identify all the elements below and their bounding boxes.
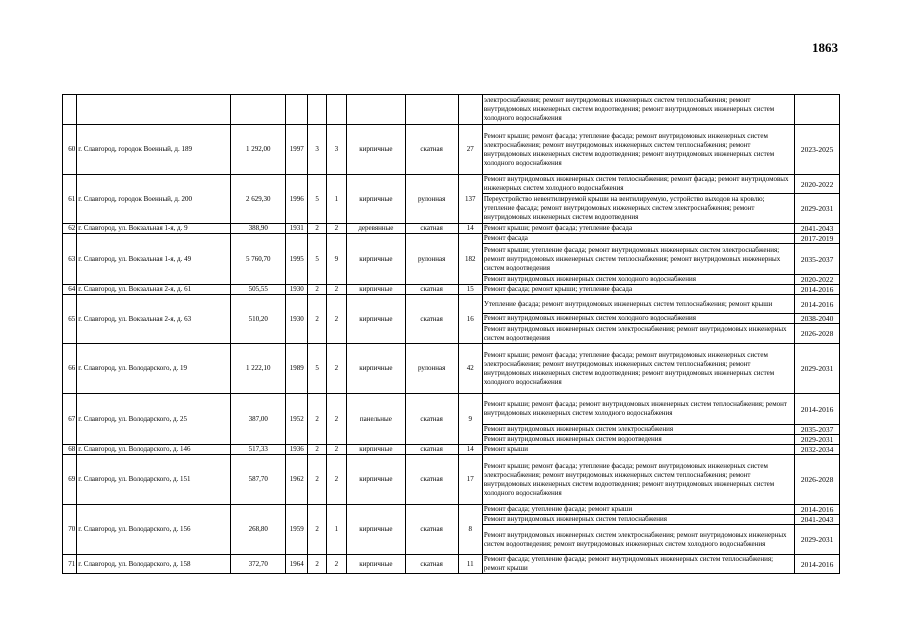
table-row	[63, 125, 840, 175]
work-period: 2029-2031	[795, 435, 840, 445]
work-description: Ремонт крыши; ремонт фасада; утепление фасада	[482, 224, 794, 234]
entrances-cell: 3	[326, 125, 346, 175]
residents-cell: 8	[458, 505, 482, 555]
table-row	[63, 344, 840, 394]
year-cell: 1930	[286, 295, 308, 344]
floors-cell: 5	[308, 175, 326, 224]
residents-cell: 16	[458, 295, 482, 344]
work-description: Ремонт внутридомовых инженерных систем электроснабжения; ремонт внутридомовых инженерных систем водоотведения; ремонт внутридомовых инженерных систем холодного водоснабжения	[482, 525, 794, 555]
entrances-cell: 2	[326, 455, 346, 505]
area-cell: 587,70	[231, 455, 286, 505]
empty-cell	[77, 95, 231, 125]
roof-type-cell: рулонная	[405, 175, 458, 224]
area-cell: 510,20	[231, 295, 286, 344]
work-description: Ремонт внутридомовых инженерных систем холодного водоснабжения	[482, 275, 794, 285]
floors-cell: 2	[308, 455, 326, 505]
address-cell: г. Славгород, ул. Володарского, д. 146	[77, 445, 231, 455]
table-row	[63, 285, 840, 295]
row-number: 63	[63, 234, 77, 285]
work-description: Переустройство невентилируемой крыши на вентилируемую, устройство выходов на кровлю; утепление фасада; ремонт внутридомовых инженерных систем электроснабжения; ремонт внутридомовых инженерных систем водоотведения	[482, 194, 794, 224]
work-period: 2032-2034	[795, 445, 840, 455]
year-cell: 1962	[286, 455, 308, 505]
address-cell: г. Славгород, ул. Вокзальная 1-я, д. 9	[77, 224, 231, 234]
empty-cell	[231, 95, 286, 125]
empty-cell	[405, 95, 458, 125]
address-cell: г. Славгород, ул. Володарского, д. 25	[77, 394, 231, 445]
address-cell: г. Славгород, городок Военный, д. 189	[77, 125, 231, 175]
entrances-cell: 2	[326, 555, 346, 574]
empty-cell	[326, 95, 346, 125]
work-period: 2026-2028	[795, 455, 840, 505]
roof-type-cell: рулонная	[405, 344, 458, 394]
row-number: 62	[63, 224, 77, 234]
empty-cell	[346, 95, 405, 125]
work-period: 2035-2037	[795, 244, 840, 275]
floors-cell: 2	[308, 295, 326, 344]
work-description: электроснабжения; ремонт внутридомовых инженерных систем теплоснабжения; ремонт внутридомовых инженерных систем водоотведения; ремонт внутридомовых инженерных систем холодного водоснабжения	[482, 95, 794, 125]
address-cell: г. Славгород, ул. Вокзальная 1-я, д. 49	[77, 234, 231, 285]
floors-cell: 2	[308, 394, 326, 445]
row-number: 69	[63, 455, 77, 505]
floors-cell: 2	[308, 285, 326, 295]
roof-type-cell: скатная	[405, 125, 458, 175]
address-cell: г. Славгород, ул. Вокзальная 2-я, д. 61	[77, 285, 231, 295]
floors-cell: 2	[308, 555, 326, 574]
floors-cell: 2	[308, 505, 326, 555]
table-row	[63, 175, 840, 194]
year-cell: 1936	[286, 445, 308, 455]
work-description: Ремонт фасада; утепление фасада; ремонт внутридомовых инженерных систем теплоснабжения; ремонт крыши	[482, 555, 794, 574]
row-number: 70	[63, 505, 77, 555]
work-description: Ремонт крыши; ремонт фасада; утепление фасада; ремонт внутридомовых инженерных систем электроснабжения; ремонт внутридомовых инженерных систем теплоснабжения; ремонт внутридомовых инженерных систем водоотведения; ремонт внутридомовых инженерных систем холодного водоснабжения	[482, 344, 794, 394]
floors-cell: 2	[308, 224, 326, 234]
entrances-cell: 2	[326, 445, 346, 455]
work-description: Ремонт внутридомовых инженерных систем водоотведения	[482, 435, 794, 445]
residents-cell: 14	[458, 445, 482, 455]
residents-cell: 14	[458, 224, 482, 234]
work-description: Ремонт внутридомовых инженерных систем электроснабжения	[482, 425, 794, 435]
row-number: 67	[63, 394, 77, 445]
table-row	[63, 555, 840, 574]
row-number: 66	[63, 344, 77, 394]
year-cell: 1931	[286, 224, 308, 234]
residents-cell: 137	[458, 175, 482, 224]
table-row	[63, 234, 840, 244]
repair-program-table	[62, 94, 840, 574]
roof-type-cell: скатная	[405, 505, 458, 555]
entrances-cell: 9	[326, 234, 346, 285]
entrances-cell: 1	[326, 175, 346, 224]
work-period	[795, 95, 840, 125]
residents-cell: 15	[458, 285, 482, 295]
area-cell: 387,00	[231, 394, 286, 445]
roof-type-cell: скатная	[405, 445, 458, 455]
work-period: 2014-2016	[795, 505, 840, 515]
work-description: Ремонт крыши; ремонт фасада; утепление фасада; ремонт внутридомовых инженерных систем электроснабжения; ремонт внутридомовых инженерных систем теплоснабжения; ремонт внутридомовых инженерных систем водоотведения; ремонт внутридомовых инженерных систем холодного водоснабжения	[482, 125, 794, 175]
residents-cell: 9	[458, 394, 482, 445]
table-row	[63, 445, 840, 455]
work-description: Ремонт крыши; ремонт фасада; ремонт внутридомовых инженерных систем теплоснабжения; ремонт внутридомовых инженерных систем холодного водоснабжения	[482, 394, 794, 425]
floors-cell: 5	[308, 234, 326, 285]
empty-cell	[458, 95, 482, 125]
work-description: Ремонт внутридомовых инженерных систем холодного водоснабжения	[482, 314, 794, 324]
floors-cell: 2	[308, 445, 326, 455]
work-description: Утепление фасада; ремонт внутридомовых инженерных систем теплоснабжения; ремонт крыши	[482, 295, 794, 314]
address-cell: г. Славгород, ул. Володарского, д. 19	[77, 344, 231, 394]
address-cell: г. Славгород, городок Военный, д. 200	[77, 175, 231, 224]
entrances-cell: 2	[326, 394, 346, 445]
work-period: 2029-2031	[795, 525, 840, 555]
area-cell: 505,55	[231, 285, 286, 295]
entrances-cell: 2	[326, 344, 346, 394]
wall-material-cell: кирпичные	[346, 285, 405, 295]
row-number: 65	[63, 295, 77, 344]
wall-material-cell: кирпичные	[346, 455, 405, 505]
row-number: 61	[63, 175, 77, 224]
address-cell: г. Славгород, ул. Володарского, д. 158	[77, 555, 231, 574]
work-period: 2014-2016	[795, 394, 840, 425]
year-cell: 1952	[286, 394, 308, 445]
roof-type-cell: скатная	[405, 394, 458, 445]
year-cell: 1959	[286, 505, 308, 555]
address-cell: г. Славгород, ул. Володарского, д. 156	[77, 505, 231, 555]
row-number: 64	[63, 285, 77, 295]
area-cell: 268,80	[231, 505, 286, 555]
roof-type-cell: скатная	[405, 295, 458, 344]
table-row	[63, 455, 840, 505]
row-number: 68	[63, 445, 77, 455]
area-cell: 388,90	[231, 224, 286, 234]
address-cell: г. Славгород, ул. Володарского, д. 151	[77, 455, 231, 505]
entrances-cell: 2	[326, 285, 346, 295]
work-period: 2020-2022	[795, 275, 840, 285]
wall-material-cell: кирпичные	[346, 445, 405, 455]
wall-material-cell: кирпичные	[346, 125, 405, 175]
row-number: 71	[63, 555, 77, 574]
roof-type-cell: скатная	[405, 224, 458, 234]
empty-cell	[63, 95, 77, 125]
empty-cell	[308, 95, 326, 125]
floors-cell: 5	[308, 344, 326, 394]
year-cell: 1989	[286, 344, 308, 394]
roof-type-cell: скатная	[405, 555, 458, 574]
work-period: 2038-2040	[795, 314, 840, 324]
area-cell: 517,33	[231, 445, 286, 455]
area-cell: 1 222,10	[231, 344, 286, 394]
work-period: 2014-2016	[795, 295, 840, 314]
wall-material-cell: кирпичные	[346, 234, 405, 285]
residents-cell: 42	[458, 344, 482, 394]
work-description: Ремонт крыши; утепление фасада; ремонт внутридомовых инженерных систем электроснабжения; ремонт внутридомовых инженерных систем теплоснабжения; ремонт внутридомовых инженерных систем водоотведения	[482, 244, 794, 275]
table-row	[63, 224, 840, 234]
area-cell: 372,70	[231, 555, 286, 574]
residents-cell: 182	[458, 234, 482, 285]
work-period: 2014-2016	[795, 555, 840, 574]
work-period: 2029-2031	[795, 194, 840, 224]
work-period: 2020-2022	[795, 175, 840, 194]
year-cell: 1930	[286, 285, 308, 295]
work-period: 2014-2016	[795, 285, 840, 295]
residents-cell: 11	[458, 555, 482, 574]
work-description: Ремонт крыши; ремонт фасада; утепление фасада; ремонт внутридомовых инженерных систем электроснабжения; ремонт внутридомовых инженерных систем теплоснабжения; ремонт внутридомовых инженерных систем водоотведения; ремонт внутридомовых инженерных систем холодного водоснабжения	[482, 455, 794, 505]
work-description: Ремонт фасада	[482, 234, 794, 244]
table-row	[63, 394, 840, 425]
work-period: 2029-2031	[795, 344, 840, 394]
wall-material-cell: кирпичные	[346, 555, 405, 574]
roof-type-cell: скатная	[405, 285, 458, 295]
work-period: 2041-2043	[795, 515, 840, 525]
entrances-cell: 2	[326, 295, 346, 344]
year-cell: 1996	[286, 175, 308, 224]
table-row	[63, 505, 840, 515]
work-period: 2023-2025	[795, 125, 840, 175]
entrances-cell: 1	[326, 505, 346, 555]
year-cell: 1995	[286, 234, 308, 285]
work-period: 2041-2043	[795, 224, 840, 234]
residents-cell: 27	[458, 125, 482, 175]
year-cell: 1997	[286, 125, 308, 175]
work-description: Ремонт крыши	[482, 445, 794, 455]
table-row	[63, 95, 840, 125]
year-cell: 1964	[286, 555, 308, 574]
floors-cell: 3	[308, 125, 326, 175]
roof-type-cell: скатная	[405, 455, 458, 505]
work-description: Ремонт внутридомовых инженерных систем теплоснабжения; ремонт фасада; ремонт внутридомовых инженерных систем холодного водоснабжения	[482, 175, 794, 194]
row-number: 60	[63, 125, 77, 175]
work-period: 2026-2028	[795, 324, 840, 344]
work-description: Ремонт внутридомовых инженерных систем электроснабжения; ремонт внутридомовых инженерных систем водоотведения	[482, 324, 794, 344]
roof-type-cell: рулонная	[405, 234, 458, 285]
work-period: 2017-2019	[795, 234, 840, 244]
address-cell: г. Славгород, ул. Вокзальная 2-я, д. 63	[77, 295, 231, 344]
area-cell: 1 292,00	[231, 125, 286, 175]
work-period: 2035-2037	[795, 425, 840, 435]
area-cell: 2 629,30	[231, 175, 286, 224]
area-cell: 5 760,70	[231, 234, 286, 285]
work-description: Ремонт фасада; ремонт крыши; утепление фасада	[482, 285, 794, 295]
wall-material-cell: кирпичные	[346, 505, 405, 555]
work-description: Ремонт фасада; утепление фасада; ремонт крыши	[482, 505, 794, 515]
wall-material-cell: кирпичные	[346, 295, 405, 344]
wall-material-cell: деревянные	[346, 224, 405, 234]
empty-cell	[286, 95, 308, 125]
residents-cell: 17	[458, 455, 482, 505]
work-description: Ремонт внутридомовых инженерных систем теплоснабжения	[482, 515, 794, 525]
table-row	[63, 295, 840, 314]
wall-material-cell: кирпичные	[346, 344, 405, 394]
page-number: 1863	[812, 40, 838, 55]
wall-material-cell: кирпичные	[346, 175, 405, 224]
wall-material-cell: панельные	[346, 394, 405, 445]
entrances-cell: 2	[326, 224, 346, 234]
